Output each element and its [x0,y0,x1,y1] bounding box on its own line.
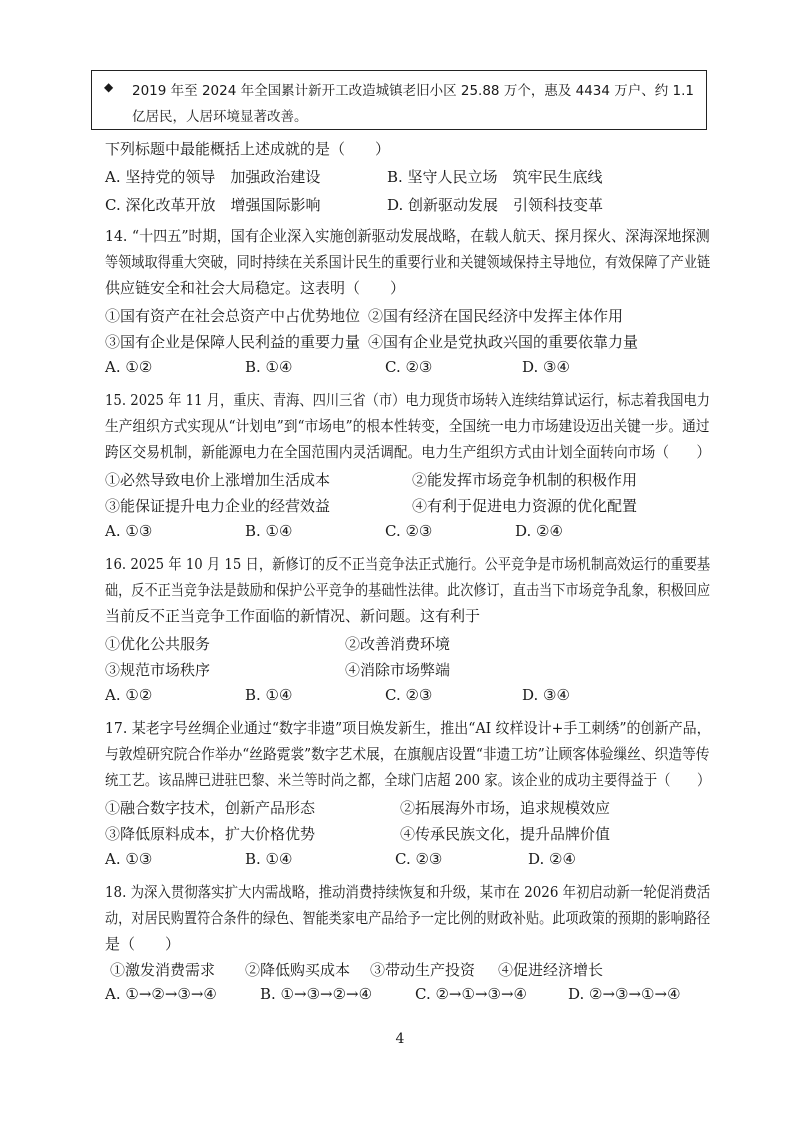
question-16-stem-line: 础，反不正当竞争法是鼓励和保护公平竞争的基础性法律。此次修订，直击当下市场竞争乱象，积极回应 [105,581,711,599]
option-a: A. ①② [105,358,153,376]
question-17-stem-line: 与敦煌研究院合作举办“丝路霓裳”数字艺术展，在旗舰店设置“非遗工坊”让顾客体验缫丝、织造等传 [105,745,710,763]
statement-3: ③国有企业是保障人民利益的重要力量 [105,333,361,351]
statement-4: ④消除市场弊端 [345,661,451,679]
option-c: C. 深化改革开放 增强国际影响 [105,196,321,214]
material-line: 2019 年至 2024 年全国累计新开工改造城镇老旧小区 25.88 万个，惠及 4434 万户、约 1.1 [132,83,695,99]
question-14-stem-line: 等领域取得重大突破，同时持续在关系国计民生的重要行业和关键领域保持主导地位，有效保障了产业链 [105,253,711,271]
question-13-stem: 下列标题中最能概括上述成就的是（ ） [105,140,391,158]
option-d: D. ③④ [522,686,570,704]
option-b: B. ①④ [245,686,293,704]
option-b: B. ①④ [245,850,293,868]
option-d: D. ②→③→①→④ [568,985,681,1003]
option-b: B. 坚守人民立场 筑牢民生底线 [387,168,603,186]
question-14-stem-line: 14. “十四五”时期，国有企业深入实施创新驱动发展战略，在载人航天、探月探火、深海深地探测 [105,227,710,245]
option-a: A. ①→②→③→④ [105,985,217,1003]
statement-2: ②国有经济在国民经济中发挥主体作用 [368,307,624,325]
question-17-stem-line: 统工艺。该品牌已进驻巴黎、米兰等时尚之都，全球门店超 200 家。该企业的成功主要得益于（ ） [105,771,711,789]
statement-3: ③降低原料成本，扩大价格优势 [105,825,316,843]
statement-4: ④促进经济增长 [498,961,604,979]
option-b: B. ①④ [245,358,293,376]
option-d: D. ②④ [528,850,576,868]
option-a: A. ①② [105,686,153,704]
page-number: 4 [395,1031,405,1047]
question-15-stem-line: 15. 2025 年 11 月，重庆、青海、四川三省（市）电力现货市场转入连续结算试运行，标志着我国电力 [105,391,711,409]
question-17-stem-line: 17. 某老字号丝绸企业通过“数字非遗”项目焕发新生，推出“AI 纹样设计+手工刺绣”的创新产品， [105,719,711,737]
statement-4: ④有利于促进电力资源的优化配置 [412,497,638,515]
diamond-bullet-icon: ◆ [104,80,114,94]
option-a: A. 坚持党的领导 加强政治建设 [105,168,321,186]
statement-1: ①优化公共服务 [105,635,211,653]
question-14-stem-line: 供应链安全和社会大局稳定。这表明（ ） [105,279,406,297]
option-c: C. ②③ [395,850,443,868]
statement-1: ①激发消费需求 [110,961,216,979]
statement-3: ③规范市场秩序 [105,661,211,679]
statement-3: ③能保证提升电力企业的经营效益 [105,497,331,515]
statement-1: ①必然导致电价上涨增加生活成本 [105,471,331,489]
question-18-stem-line: 动，对居民购置符合条件的绿色、智能类家电产品给予一定比例的财政补贴。此项政策的预期的影响路径 [105,909,711,927]
statement-4: ④传承民族文化，提升品牌价值 [400,825,611,843]
statement-1: ①国有资产在社会总资产中占优势地位 [105,307,361,325]
statement-4: ④国有企业是党执政兴国的重要依靠力量 [368,333,639,351]
option-a: A. ①③ [105,522,153,540]
option-d: D. 创新驱动发展 引领科技变革 [387,196,604,214]
material-box [91,70,707,130]
statement-1: ①融合数字技术，创新产品形态 [105,799,316,817]
option-b: B. ①→③→②→④ [260,985,373,1003]
question-15-stem-line: 生产组织方式实现从“计划电”到“市场电”的根本性转变，全国统一电力市场建设迈出关键一步。通过 [105,417,710,435]
statement-3: ③带动生产投资 [370,961,476,979]
option-c: C. ②③ [385,686,433,704]
option-a: A. ①③ [105,850,153,868]
statement-2: ②能发挥市场竞争机制的积极作用 [412,471,638,489]
statement-2: ②降低购买成本 [245,961,351,979]
option-c: C. ②③ [385,522,433,540]
option-c: C. ②③ [385,358,433,376]
question-15-stem-line: 跨区交易机制，新能源电力在全国范围内灵活调配。电力生产组织方式由计划全面转向市场（ ） [105,443,711,461]
question-16-stem-line: 16. 2025 年 10 月 15 日，新修订的反不正当竞争法正式施行。公平竞争是市场机制高效运行的重要基 [105,555,711,573]
question-18-stem-line: 18. 为深入贯彻落实扩大内需战略，推动消费持续恢复和升级，某市在 2026 年初启动新一轮促消费活 [105,883,711,901]
material-line: 亿居民，人居环境显著改善。 [132,109,308,125]
question-18-stem-line: 是（ ） [105,935,181,953]
option-d: D. ②④ [515,522,563,540]
question-16-stem-line: 当前反不正当竞争工作面临的新情况、新问题。这有利于 [105,607,481,625]
statement-2: ②改善消费环境 [345,635,451,653]
option-d: D. ③④ [522,358,570,376]
option-c: C. ②→①→③→④ [415,985,527,1003]
option-b: B. ①④ [245,522,293,540]
statement-2: ②拓展海外市场，追求规模效应 [400,799,611,817]
